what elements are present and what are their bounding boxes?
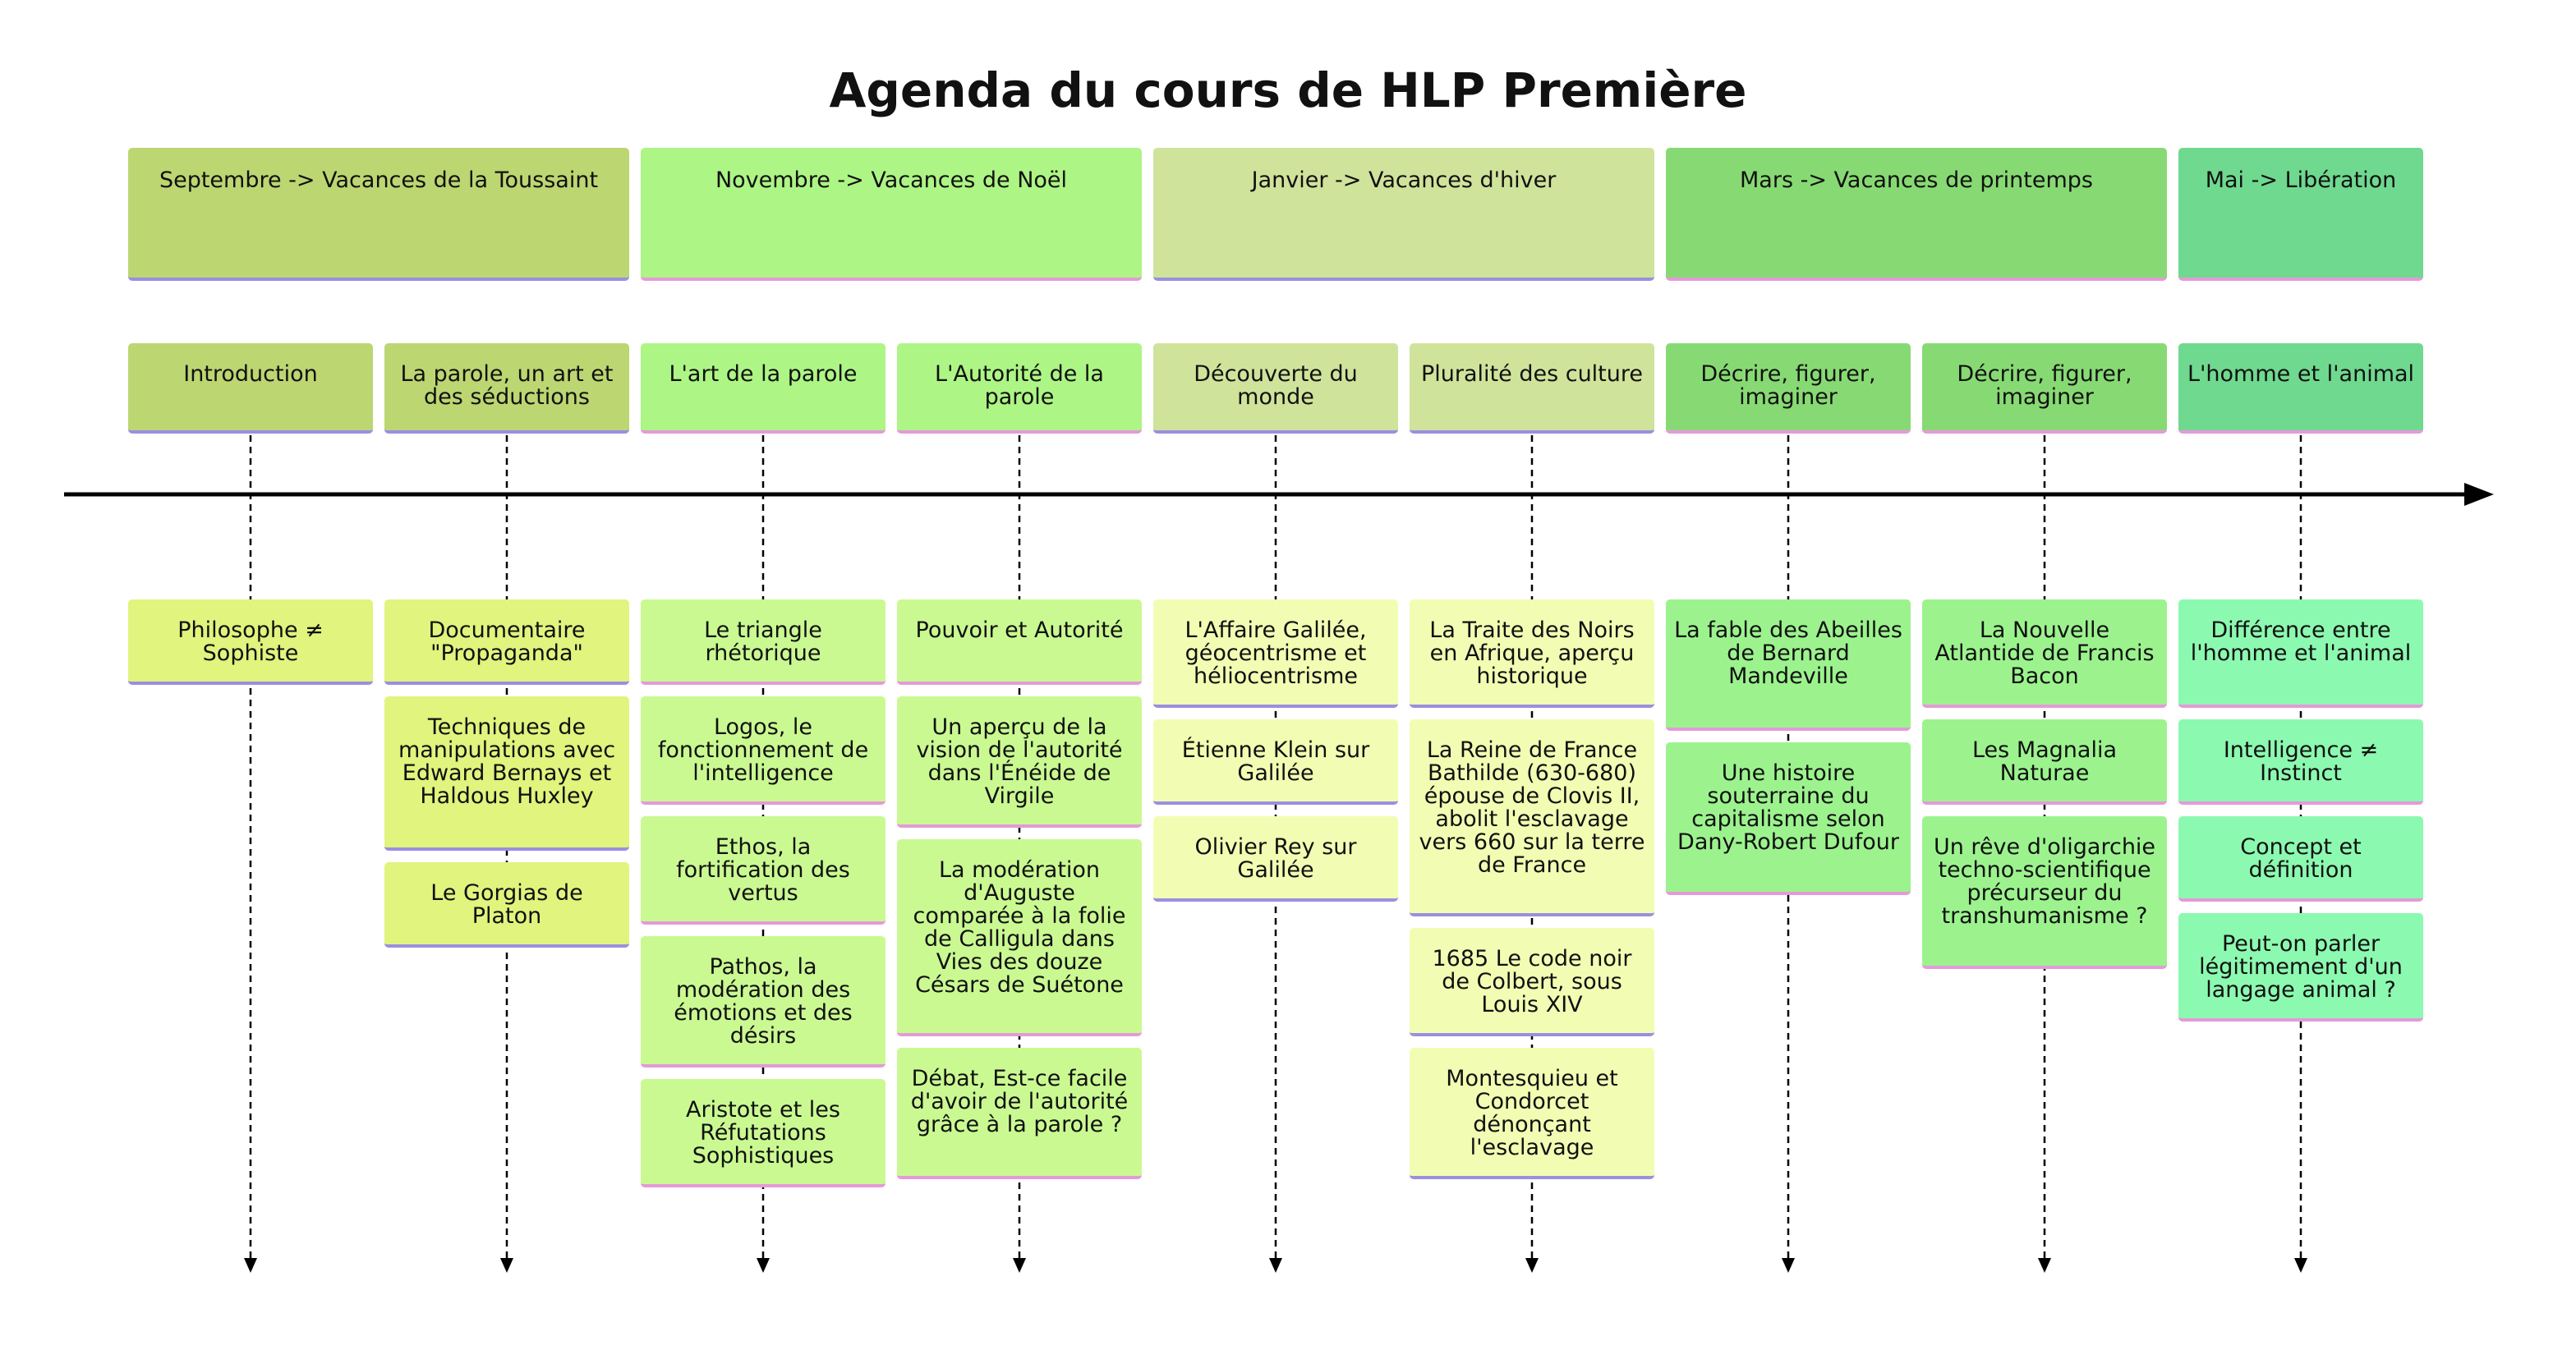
- note-6-3: 1685 Le code noir de Colbert, sous Louis XIV: [1410, 928, 1654, 1036]
- note-9-2: Intelligence ≠ Instinct: [2178, 719, 2423, 805]
- note-3-4: Pathos, la modération des émotions et des désirs: [641, 936, 886, 1068]
- topic-2: La parole, un art et des séductions: [384, 343, 629, 434]
- note-2-3: Le Gorgias de Platon: [384, 862, 629, 948]
- note-3-3: Ethos, la fortification des vertus: [641, 816, 886, 925]
- note-9-1: Différence entre l'homme et l'animal: [2178, 599, 2423, 708]
- note-3-1: Le triangle rhétorique: [641, 599, 886, 685]
- topic-8: Décrire, figurer, imaginer: [1922, 343, 2167, 434]
- note-9-4: Peut-on parler légitimement d'un langage animal ?: [2178, 913, 2423, 1022]
- note-4-3: La modération d'Auguste comparée à la folie de Calligula dans Vies des douze Césars de Suétone: [897, 839, 1142, 1036]
- period-header-1: Septembre -> Vacances de la Toussaint: [128, 148, 629, 281]
- note-7-1: La fable des Abeilles de Bernard Mandeville: [1666, 599, 1911, 731]
- note-4-2: Un aperçu de la vision de l'autorité dans l'Énéide de Virgile: [897, 696, 1142, 828]
- topic-6: Pluralité des culture: [1410, 343, 1654, 434]
- topic-5: Découverte du monde: [1153, 343, 1398, 434]
- note-8-3: Un rêve d'oligarchie techno-scientifique précurseur du transhumanisme ?: [1922, 816, 2167, 969]
- note-6-1: La Traite des Noirs en Afrique, aperçu historique: [1410, 599, 1654, 708]
- page-title: Agenda du cours de HLP Première: [829, 62, 1747, 118]
- column-arrowhead-6: [1525, 1258, 1539, 1273]
- note-9-3: Concept et définition: [2178, 816, 2423, 902]
- note-4-4: Débat, Est-ce facile d'avoir de l'autorité grâce à la parole ?: [897, 1048, 1142, 1179]
- note-6-2: La Reine de France Bathilde (630-680) épouse de Clovis II, abolit l'esclavage vers 660 sur la terre de France: [1410, 719, 1654, 916]
- column-arrowhead-5: [1269, 1258, 1282, 1273]
- column-arrowhead-8: [2038, 1258, 2051, 1273]
- column-arrowhead-1: [244, 1258, 257, 1273]
- topic-3: L'art de la parole: [641, 343, 886, 434]
- topic-1: Introduction: [128, 343, 373, 434]
- topic-7: Décrire, figurer, imaginer: [1666, 343, 1911, 434]
- period-header-4: Mars -> Vacances de printemps: [1666, 148, 2167, 281]
- note-1-1: Philosophe ≠ Sophiste: [128, 599, 373, 685]
- note-2-1: Documentaire "Propaganda": [384, 599, 629, 685]
- note-3-2: Logos, le fonctionnement de l'intelligence: [641, 696, 886, 805]
- note-2-2: Techniques de manipulations avec Edward Bernays et Haldous Huxley: [384, 696, 629, 851]
- timeline-arrowhead: [2464, 483, 2494, 506]
- note-3-5: Aristote et les Réfutations Sophistiques: [641, 1079, 886, 1187]
- column-arrowhead-2: [500, 1258, 513, 1273]
- note-8-2: Les Magnalia Naturae: [1922, 719, 2167, 805]
- period-header-5: Mai -> Libération: [2178, 148, 2423, 281]
- column-arrowhead-4: [1013, 1258, 1026, 1273]
- column-arrowhead-3: [757, 1258, 770, 1273]
- note-5-3: Olivier Rey sur Galilée: [1153, 816, 1398, 902]
- note-8-1: La Nouvelle Atlantide de Francis Bacon: [1922, 599, 2167, 708]
- note-4-1: Pouvoir et Autorité: [897, 599, 1142, 685]
- note-5-1: L'Affaire Galilée, géocentrisme et héliocentrisme: [1153, 599, 1398, 708]
- note-6-4: Montesquieu et Condorcet dénonçant l'esclavage: [1410, 1048, 1654, 1179]
- period-header-2: Novembre -> Vacances de Noël: [641, 148, 1142, 281]
- column-arrowhead-7: [1782, 1258, 1795, 1273]
- note-7-2: Une histoire souterraine du capitalisme selon Dany-Robert Dufour: [1666, 742, 1911, 895]
- topic-4: L'Autorité de la parole: [897, 343, 1142, 434]
- column-arrowhead-9: [2294, 1258, 2307, 1273]
- topic-9: L'homme et l'animal: [2178, 343, 2423, 434]
- note-5-2: Étienne Klein sur Galilée: [1153, 719, 1398, 805]
- period-header-3: Janvier -> Vacances d'hiver: [1153, 148, 1654, 281]
